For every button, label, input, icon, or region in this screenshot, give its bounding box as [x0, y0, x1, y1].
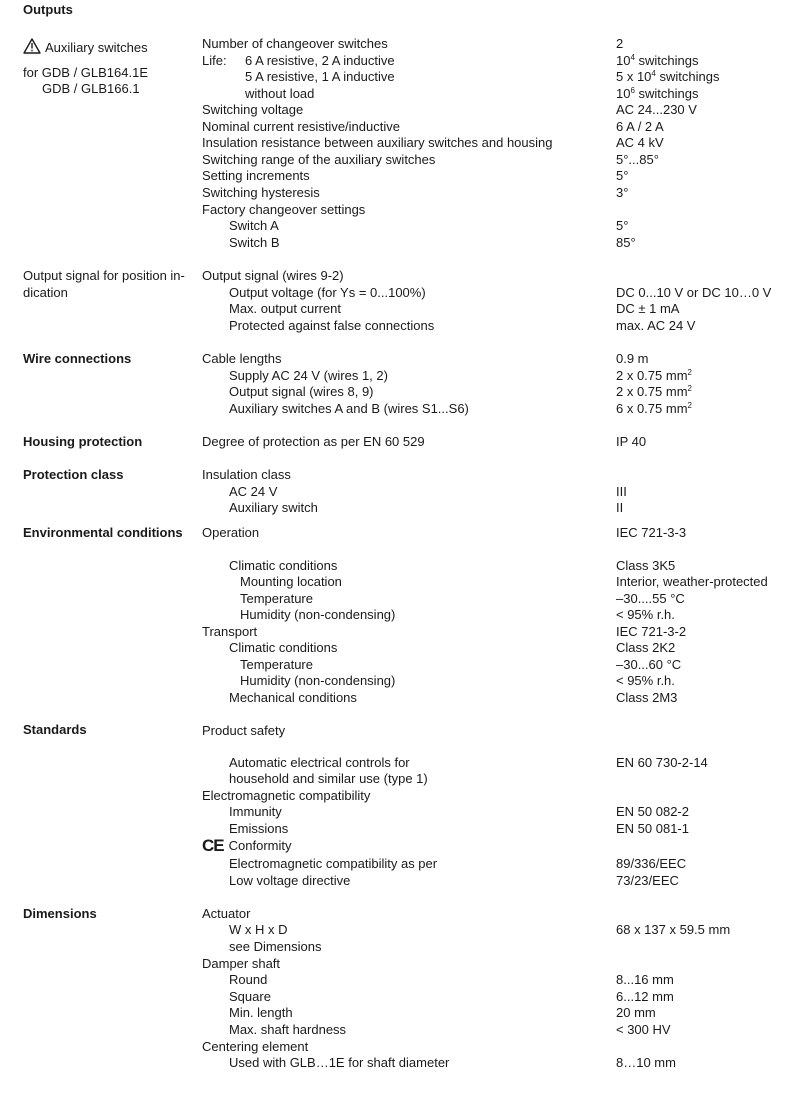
spec-value: Interior, weather-protected — [616, 574, 768, 589]
spec-label: Protected against false connections — [229, 318, 435, 333]
spec-value: 20 mm — [616, 1005, 656, 1020]
spec-label: Used with GLB…1E for shaft diameter — [229, 1055, 450, 1070]
spec-value: 2 — [616, 36, 624, 51]
environmental-heading: Environmental conditions — [23, 525, 183, 540]
spec-value: 85° — [616, 235, 636, 250]
spec-value: 0.9 m — [616, 351, 649, 366]
spec-value: $10^4$ switchings — [616, 53, 699, 68]
position-output-heading-cont: dication — [23, 285, 68, 300]
spec-label: Humidity (non-condensing) — [240, 673, 396, 688]
spec-label: W x H x D — [229, 922, 288, 937]
spec-label: Setting increments — [202, 168, 310, 183]
spec-value: IEC 721-3-2 — [616, 624, 687, 639]
spec-label: Mechanical conditions — [229, 690, 357, 705]
spec-value: –30...60 °C — [616, 657, 682, 672]
spec-label: Transport — [202, 624, 258, 639]
spec-label: Damper shaft — [202, 956, 281, 971]
spec-value: 5 x $10^4$ switchings — [616, 69, 720, 84]
position-output-heading: Output signal for position in- — [23, 268, 185, 283]
section-title: Outputs — [23, 2, 73, 17]
spec-label: Switching hysteresis — [202, 185, 320, 200]
ce-conformity-row — [202, 838, 291, 854]
spec-label: Humidity (non-condensing) — [240, 607, 396, 622]
spec-label: Cable lengths — [202, 351, 282, 366]
spec-value: IEC 721-3-3 — [616, 525, 687, 540]
spec-value: 6...12 mm — [616, 989, 674, 1004]
aux-for-line1: for GDB / GLB164.1E — [23, 65, 149, 80]
spec-value: 68 x 137 x 59.5 mm — [616, 922, 731, 937]
spec-value: AC 24...230 V — [616, 102, 697, 117]
spec-label: Conformity — [228, 838, 292, 853]
spec-label: Product safety — [202, 723, 286, 738]
aux-for-line2: GDB / GLB166.1 — [42, 81, 140, 96]
spec-label: Switch B — [229, 235, 280, 250]
warning-icon — [23, 38, 41, 54]
spec-value: 2 x 0.75 $mm^2$ — [616, 384, 692, 399]
spec-label: Max. shaft hardness — [229, 1022, 347, 1037]
spec-label: AC 24 V — [229, 484, 278, 499]
spec-value: 2 x 0.75 $mm^2$ — [616, 368, 692, 383]
spec-label: Number of changeover switches — [202, 36, 388, 51]
spec-label: Electromagnetic compatibility — [202, 788, 371, 803]
spec-label: Life: — [202, 53, 227, 68]
spec-label: Output voltage (for Ys = 0...100%) — [229, 285, 426, 300]
spec-label: Temperature — [240, 657, 313, 672]
spec-label: Auxiliary switch — [229, 500, 318, 515]
spec-value: EN 60 730-2-14 — [616, 755, 708, 770]
spec-label: Electromagnetic compatibility as per — [229, 856, 438, 871]
spec-value: 89/336/EEC — [616, 856, 687, 871]
spec-value: Class 2K2 — [616, 640, 676, 655]
spec-label-cont: household and similar use (type 1) — [229, 771, 428, 786]
spec-value: III — [616, 484, 627, 499]
spec-label: Insulation resistance between auxiliary switches and housing — [202, 135, 553, 150]
spec-label: Mounting location — [240, 574, 342, 589]
spec-label: Factory changeover settings — [202, 202, 366, 217]
spec-value: 5°...85° — [616, 152, 659, 167]
standards-heading: Standards — [23, 722, 87, 737]
spec-label: Switch A — [229, 218, 279, 233]
spec-value: 8...16 mm — [616, 972, 674, 987]
spec-label: Centering element — [202, 1039, 309, 1054]
spec-label: Square — [229, 989, 271, 1004]
spec-label: Supply AC 24 V (wires 1, 2) — [229, 368, 388, 383]
spec-label: Climatic conditions — [229, 640, 338, 655]
spec-label: 6 A resistive, 2 A inductive — [245, 53, 395, 68]
spec-label: Switching range of the auxiliary switches — [202, 152, 436, 167]
spec-label: Insulation class — [202, 467, 291, 482]
protection-class-heading: Protection class — [23, 467, 124, 482]
spec-value: DC 0...10 V or DC 10…0 V — [616, 285, 772, 300]
spec-label: Max. output current — [229, 301, 341, 316]
spec-label: Auxiliary switches A and B (wires S1...S6) — [229, 401, 469, 416]
spec-value: II — [616, 500, 624, 515]
spec-value: DC ± 1 mA — [616, 301, 680, 316]
spec-value: EN 50 082-2 — [616, 804, 689, 819]
spec-value: < 95% r.h. — [616, 607, 675, 622]
spec-label: Round — [229, 972, 268, 987]
spec-value: 73/23/EEC — [616, 873, 679, 888]
spec-label: without load — [245, 86, 315, 101]
ce-mark-icon: CE — [202, 836, 224, 855]
spec-value: 6 A / 2 A — [616, 119, 664, 134]
dimensions-heading: Dimensions — [23, 906, 97, 921]
spec-label: see Dimensions — [229, 939, 322, 954]
spec-label: 5 A resistive, 1 A inductive — [245, 69, 395, 84]
wire-connections-heading: Wire connections — [23, 351, 132, 366]
spec-value: 3° — [616, 185, 629, 200]
spec-value: EN 50 081-1 — [616, 821, 689, 836]
spec-label: Temperature — [240, 591, 313, 606]
spec-label: Output signal (wires 8, 9) — [229, 384, 374, 399]
spec-label: Climatic conditions — [229, 558, 338, 573]
spec-label: Switching voltage — [202, 102, 304, 117]
spec-value: 5° — [616, 168, 629, 183]
spec-value: –30....55 °C — [616, 591, 685, 606]
spec-value: < 300 HV — [616, 1022, 671, 1037]
spec-value: 5° — [616, 218, 629, 233]
aux-switches-label: Auxiliary switches — [45, 40, 148, 55]
housing-protection-heading: Housing protection — [23, 434, 143, 449]
spec-value: IP 40 — [616, 434, 647, 449]
spec-value: < 95% r.h. — [616, 673, 675, 688]
spec-value: $10^6$ switchings — [616, 86, 699, 101]
spec-label: Degree of protection as per EN 60 529 — [202, 434, 425, 449]
spec-label: Min. length — [229, 1005, 293, 1020]
spec-label: Operation — [202, 525, 260, 540]
spec-value: Class 3K5 — [616, 558, 676, 573]
spec-label: Low voltage directive — [229, 873, 351, 888]
spec-label: Actuator — [202, 906, 251, 921]
spec-label: Nominal current resistive/inductive — [202, 119, 400, 134]
spec-value: max. AC 24 V — [616, 318, 696, 333]
spec-label: Output signal (wires 9-2) — [202, 268, 344, 283]
spec-label: Emissions — [229, 821, 289, 836]
spec-value: AC 4 kV — [616, 135, 664, 150]
spec-label: Automatic electrical controls for — [229, 755, 410, 770]
spec-label: Immunity — [229, 804, 282, 819]
spec-value: Class 2M3 — [616, 690, 678, 705]
spec-value: 8…10 mm — [616, 1055, 676, 1070]
aux-switches-heading — [23, 38, 148, 56]
spec-value: 6 x 0.75 $mm^2$ — [616, 401, 692, 416]
